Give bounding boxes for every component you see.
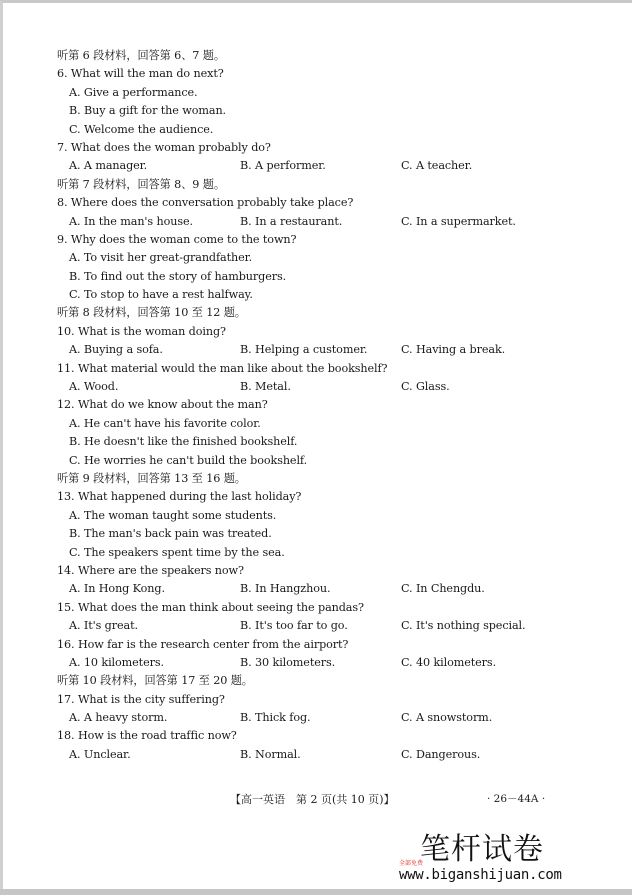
page-bottom-edge — [0, 889, 632, 895]
answer-option-a: A. In Hong Kong. — [69, 582, 165, 596]
answer-option-a: A. A heavy storm. — [69, 711, 168, 725]
answer-option-c: C. A teacher. — [401, 159, 473, 173]
answer-option-b: B. Thick fog. — [240, 711, 311, 725]
answer-option-b: B. A performer. — [240, 159, 326, 173]
option-row — [57, 157, 587, 175]
answer-option-c: C. It's nothing special. — [401, 619, 526, 633]
answer-option-a: A. The woman taught some students. — [69, 508, 277, 522]
answer-option-c: C. Dangerous. — [401, 747, 481, 761]
answer-option-a: A. 10 kilometers. — [69, 655, 164, 669]
answer-option-b: B. The man's back pain was treated. — [69, 527, 272, 541]
question-stem: 11. What material would the man like about the bookshelf? — [57, 361, 388, 375]
answer-option-c: C. A snowstorm. — [401, 711, 493, 725]
answer-option-a: A. He can't have his favorite color. — [69, 416, 261, 430]
exam-content — [57, 47, 587, 764]
question-stem: 10. What is the woman doing? — [57, 324, 226, 338]
option-row — [57, 617, 587, 635]
answer-option-c: C. To stop to have a rest halfway. — [69, 288, 253, 302]
answer-option-b: B. He doesn't like the finished bookshelf. — [69, 435, 298, 449]
answer-option-b: B. To find out the story of hamburgers. — [69, 269, 287, 283]
answer-option-b: B. Helping a customer. — [240, 343, 368, 357]
question-stem: 6. What will the man do next? — [57, 67, 224, 81]
answer-option-b: B. Normal. — [240, 747, 301, 761]
answer-option-c: C. 40 kilometers. — [401, 655, 497, 669]
question-stem: 8. Where does the conversation probably take place? — [57, 196, 354, 210]
section-header: 听第 7 段材料，回答第 8、9 题。 — [57, 177, 225, 191]
answer-option-c: C. The speakers spent time by the sea. — [69, 545, 285, 559]
page-footer-code: · 26－44A · — [487, 793, 546, 805]
answer-option-c: C. In Chengdu. — [401, 582, 485, 596]
answer-option-a: A. A manager. — [69, 159, 148, 173]
section-header: 听第 8 段材料，回答第 10 至 12 题。 — [57, 306, 246, 320]
watermark-url: www.biganshijuan.com — [399, 867, 562, 883]
section-header: 听第 6 段材料，回答第 6、7 题。 — [57, 49, 225, 62]
question-stem: 15. What does the man think about seeing the pandas? — [57, 600, 364, 614]
watermark-tag: 全部免费 — [399, 860, 424, 867]
option-row — [57, 654, 587, 672]
question-stem: 17. What is the city suffering? — [57, 692, 225, 706]
section-header: 听第 10 段材料，回答第 17 至 20 题。 — [57, 674, 253, 688]
option-row — [57, 709, 587, 727]
answer-option-a: A. In the man's house. — [69, 214, 193, 228]
question-stem: 7. What does the woman probably do? — [57, 140, 271, 154]
section-header: 听第 9 段材料，回答第 13 至 16 题。 — [57, 471, 246, 485]
answer-option-b: B. In a restaurant. — [240, 214, 343, 228]
answer-option-b: B. Metal. — [240, 380, 291, 394]
question-stem: 13. What happened during the last holiday? — [57, 490, 302, 504]
option-row — [57, 746, 587, 764]
answer-option-c: C. He worries he can't build the bookshelf. — [69, 453, 308, 467]
watermark-title: 笔杆试卷 — [420, 832, 544, 867]
answer-option-a: A. Unclear. — [69, 747, 131, 761]
option-row — [57, 580, 587, 598]
answer-option-a: A. Buying a sofa. — [69, 343, 163, 357]
answer-option-b: B. It's too far to go. — [240, 619, 348, 633]
answer-option-c: C. Glass. — [401, 380, 450, 394]
question-stem: 16. How far is the research center from the airport? — [57, 637, 349, 651]
answer-option-a: A. To visit her great-grandfather. — [69, 251, 253, 265]
question-stem: 12. What do we know about the man? — [57, 398, 268, 412]
answer-option-b: B. In Hangzhou. — [240, 582, 331, 596]
answer-option-a: A. Wood. — [69, 380, 119, 394]
question-stem: 14. Where are the speakers now? — [57, 563, 244, 577]
answer-option-c: C. Welcome the audience. — [69, 122, 214, 136]
answer-option-b: B. 30 kilometers. — [240, 655, 336, 669]
option-row — [57, 378, 587, 396]
answer-option-a: A. Give a performance. — [69, 85, 198, 99]
page-footer-label: 【高一英语 第 2 页(共 10 页)】 — [230, 793, 395, 806]
answer-option-b: B. Buy a gift for the woman. — [69, 104, 227, 118]
question-stem: 18. How is the road traffic now? — [57, 729, 237, 743]
answer-option-a: A. It's great. — [69, 619, 138, 633]
answer-option-c: C. Having a break. — [401, 343, 506, 357]
answer-option-c: C. In a supermarket. — [401, 214, 516, 228]
option-row — [57, 341, 587, 359]
option-row — [57, 213, 587, 231]
question-stem: 9. Why does the woman come to the town? — [57, 232, 297, 246]
